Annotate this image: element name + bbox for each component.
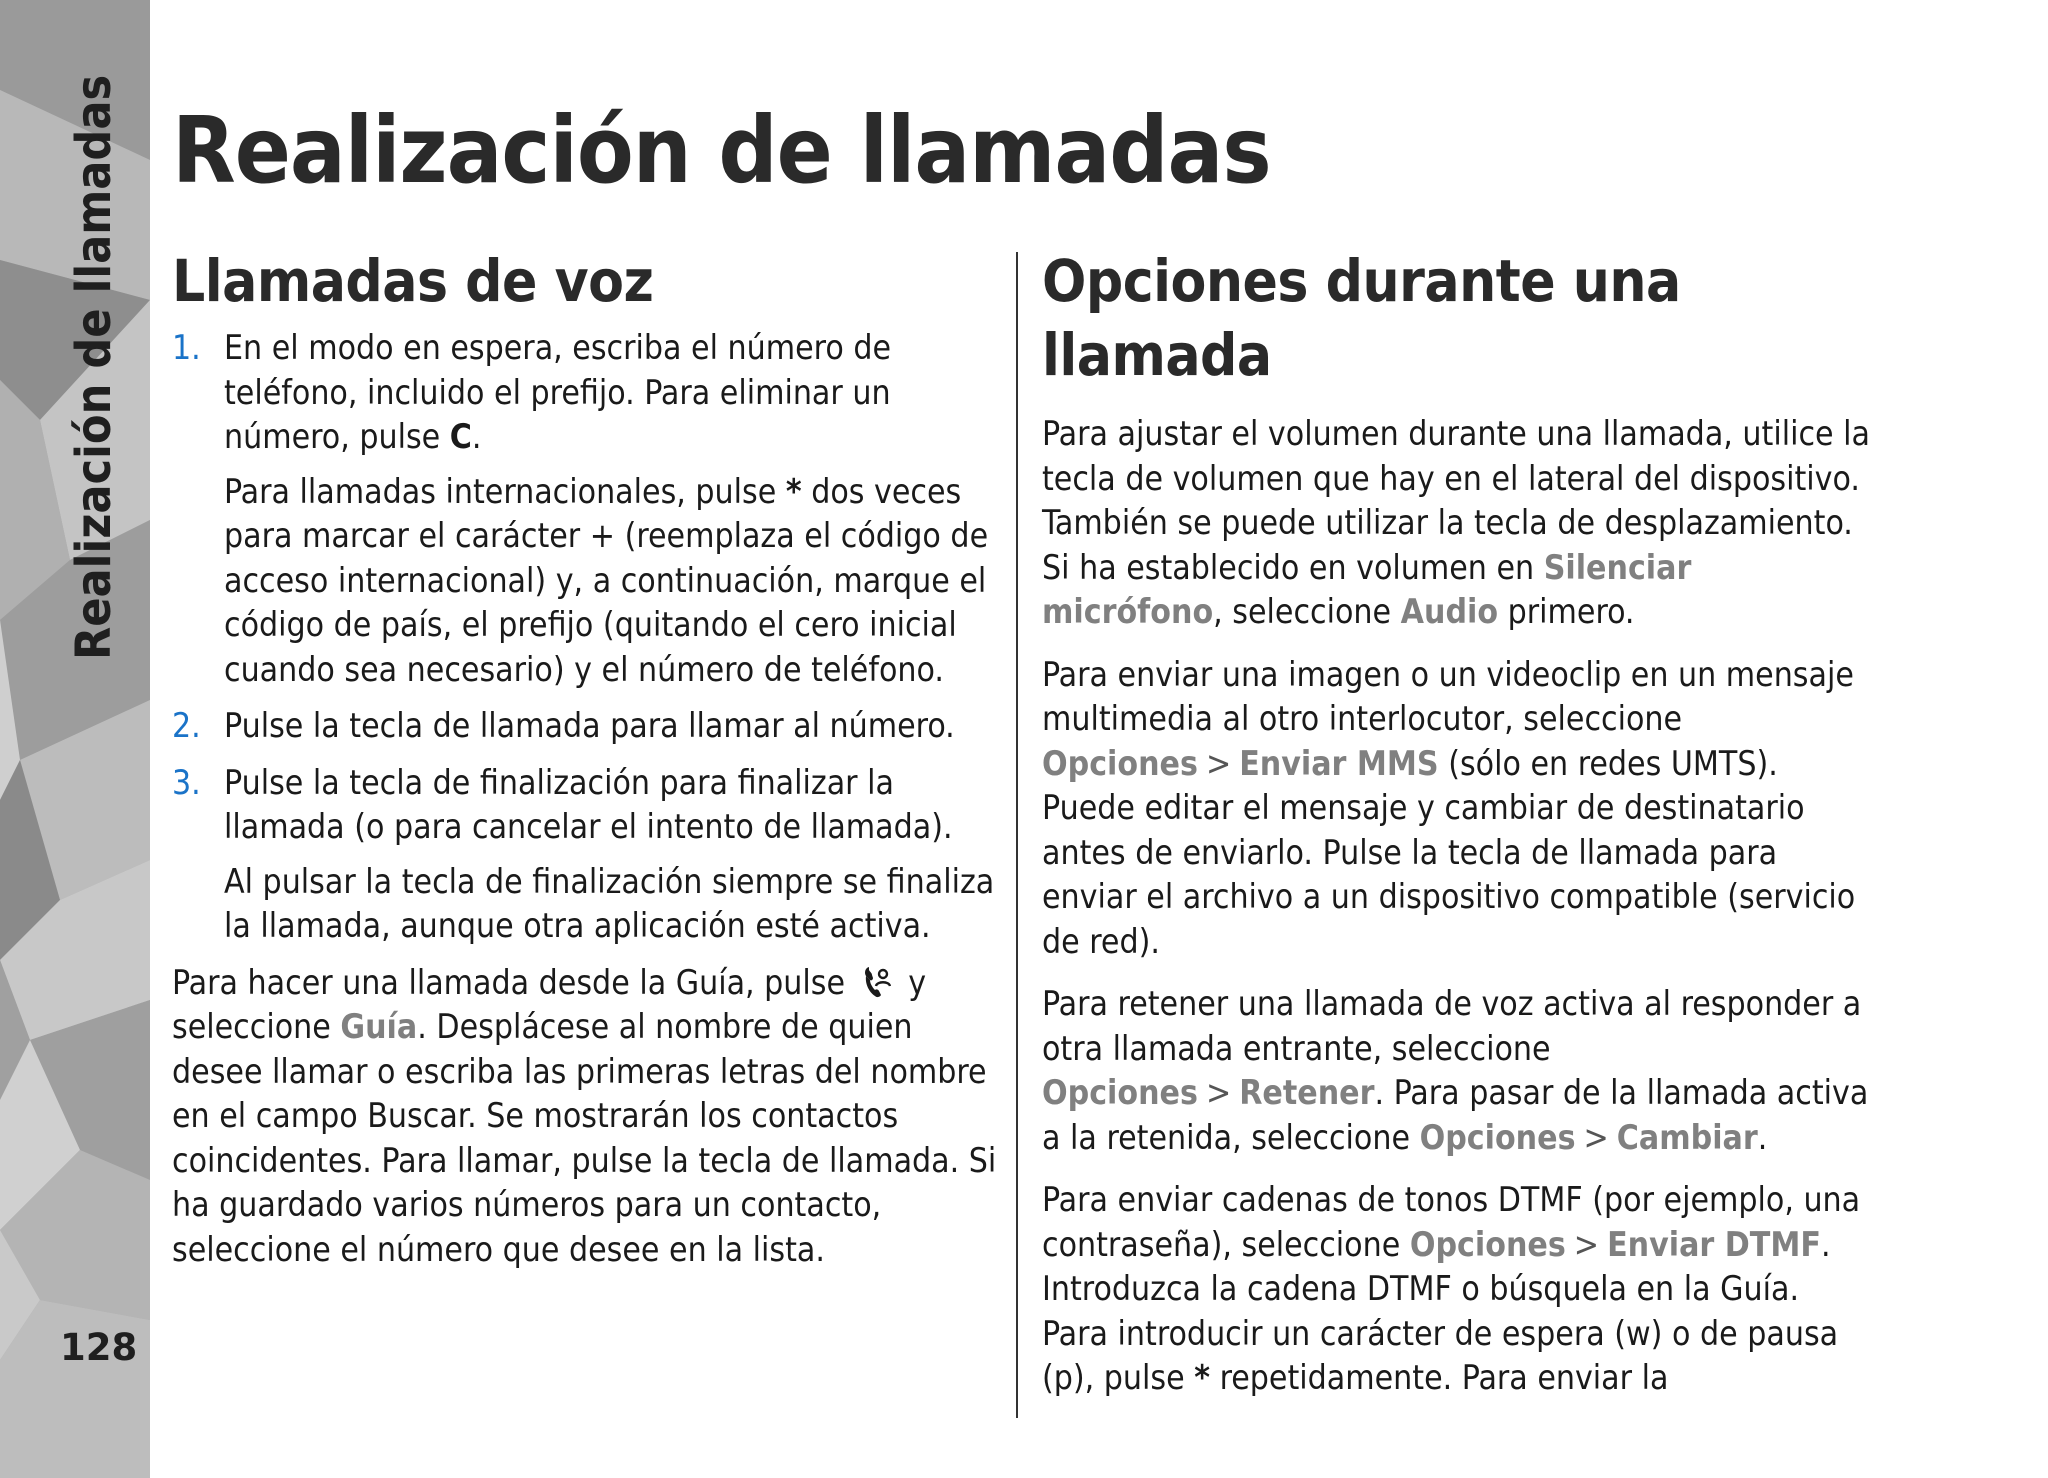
ui-label-silenciar: Silenciar micrófono (1042, 547, 1692, 631)
step-number: 3. (172, 762, 201, 802)
body-paragraph (1042, 1178, 1872, 1401)
text-run: Para enviar cadenas de tonos DTMF (por ejemplo, una contraseña), seleccione (1042, 1180, 1861, 1264)
side-vertical-title: Realización de llamadas (66, 74, 122, 660)
ui-label-guia: Guía (340, 1007, 418, 1046)
text-run: dos veces para marcar el carácter + (reemplaza el código de acceso internacional) y, a continuación, marque el código de país, el prefijo (quitando el cero inicial cuando sea necesario) y el número de teléfono. (224, 471, 989, 689)
contacts-key-icon (861, 964, 891, 1000)
side-decorative-strip (0, 0, 150, 1478)
step-paragraph (224, 470, 1002, 693)
text-run: . Para pasar de la llamada activa a la retenida, seleccione (1042, 1073, 1869, 1157)
text-run: Para hacer una llamada desde la Guía, pulse (172, 962, 855, 1002)
menu-separator: > (1205, 743, 1232, 783)
step-paragraph (224, 326, 1002, 460)
steps-list (172, 326, 1002, 949)
right-column (1042, 244, 1872, 1419)
ui-label-cambiar: Cambiar (1616, 1117, 1758, 1157)
ui-label-enviar-mms: Enviar MMS (1239, 743, 1439, 783)
menu-separator: > (1573, 1224, 1600, 1264)
text-run: . (1757, 1117, 1768, 1157)
list-item (172, 704, 1002, 749)
list-item (172, 761, 1002, 949)
text-run: primero. (1498, 592, 1635, 631)
key-label: * (1194, 1358, 1211, 1397)
section-heading-voice-calls: Llamadas de voz (172, 247, 654, 315)
ui-label-enviar-dtmf: Enviar DTMF (1607, 1224, 1821, 1264)
text-run: (sólo en redes UMTS). Puede editar el mensaje y cambiar de destinatario antes de enviarlo. Pulse la tecla de llamada para enviar el archivo a un dispositivo compatible (servicio de red). (1042, 743, 1856, 961)
body-paragraph (1042, 412, 1872, 635)
text-run: . (471, 417, 482, 456)
step-paragraph: Pulse la tecla de finalización para finalizar la llamada (o para cancelar el intento de llamada). (224, 762, 953, 846)
body-paragraph (172, 961, 1002, 1273)
ui-label-opciones: Opciones (1042, 1073, 1198, 1112)
text-run: Para enviar una imagen o un videoclip en un mensaje multimedia al otro interlocutor, seleccione (1042, 654, 1854, 738)
step-paragraph: Al pulsar la tecla de finalización siempre se finaliza la llamada, aunque otra aplicación esté activa. (224, 861, 995, 945)
text-run: y seleccione (172, 962, 927, 1046)
text-run: Para llamadas internacionales, pulse (224, 471, 786, 511)
text-run: Para ajustar el volumen durante una llamada, utilice la tecla de volumen que hay en el lateral del dispositivo. También se puede utilizar la tecla de desplazamiento. Si ha establecido en volumen en (1042, 414, 1870, 587)
step-number: 2. (172, 706, 201, 745)
ui-label-opciones: Opciones (1409, 1224, 1566, 1264)
column-divider (1016, 252, 1018, 1418)
ui-label-retener: Retener (1239, 1073, 1375, 1112)
ui-label-audio: Audio (1400, 592, 1499, 631)
text-run: repetidamente. Para enviar la (1210, 1358, 1669, 1397)
step-number: 1. (172, 328, 201, 367)
menu-separator: > (1583, 1117, 1609, 1157)
left-column (172, 244, 1002, 1290)
text-run: Para retener una llamada de voz activa al responder a otra llamada entrante, seleccione (1042, 984, 1862, 1068)
key-label: * (785, 471, 802, 511)
ui-label-opciones: Opciones (1042, 743, 1198, 783)
ui-label-opciones: Opciones (1419, 1117, 1576, 1157)
key-label: C (449, 417, 472, 456)
page-number: 128 (60, 1326, 138, 1369)
text-run: , seleccione (1213, 592, 1401, 631)
text-run: . Introduzca la cadena DTMF o búsquela en la Guía. Para introducir un carácter de espera (w) o de pausa (p), pulse (1042, 1224, 1839, 1397)
step-paragraph: Pulse la tecla de llamada para llamar al número. (224, 706, 955, 745)
text-run: En el modo en espera, escriba el número de teléfono, incluido el prefijo. Para eliminar un número, pulse (224, 328, 892, 456)
section-heading-call-options: Opciones durante una llamada (1042, 247, 1681, 389)
body-paragraph (1042, 982, 1872, 1160)
menu-separator: > (1205, 1073, 1232, 1112)
page-title: Realización de llamadas (172, 97, 1271, 204)
list-item (172, 326, 1002, 692)
body-paragraph (1042, 653, 1872, 965)
text-run: . Desplácese al nombre de quien desee llamar o escriba las primeras letras del nombre en el campo Buscar. Se mostrarán los contactos coincidentes. Para llamar, pulse la tecla de llamada. Si ha guardado varios números para un contacto, seleccione el número que desee en la lista. (172, 1007, 997, 1269)
